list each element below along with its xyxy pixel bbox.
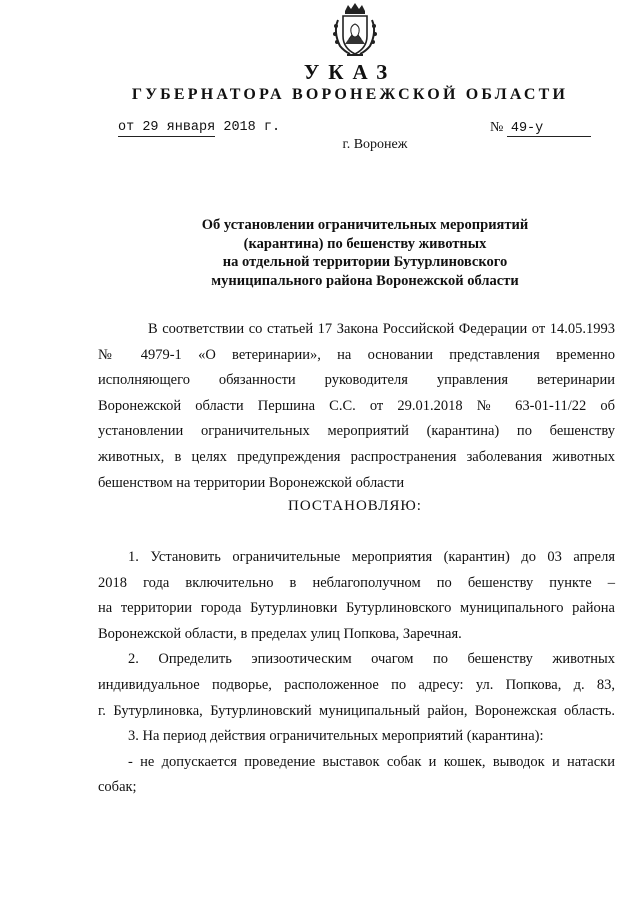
item-1-line: на территории города Бутурлиновки Бутурлиновского муниципального района: [98, 600, 615, 617]
decree-number: [490, 120, 591, 137]
preamble-line: № 4979-1 «О ветеринарии», на основании представления временно: [98, 346, 615, 363]
item-3-sub-line: собак;: [98, 779, 137, 796]
number-value: 49-у: [507, 121, 591, 137]
preamble-line: исполняющего обязанности руководителя управления ветеринарии: [98, 372, 615, 389]
item-1-line: 1. Установить ограничительные мероприятия (карантин) до 03 апреля: [128, 549, 615, 565]
item-2-line: 2. Определить эпизоотическим очагом по бешенству животных: [128, 651, 615, 668]
item-2-line: г. Бутурлиновка, Бутурлиновский муниципальный район, Воронежская область.: [98, 702, 615, 719]
decree-date: [118, 120, 280, 135]
decree-items: [98, 545, 615, 801]
heading-line: (карантина) по бешенству животных: [243, 235, 487, 252]
date-year: 2018 г.: [223, 120, 281, 135]
item-1-line: 2018 года включительно в неблагополучном по бешенству пункте –: [98, 574, 615, 591]
decree-word: ПОСТАНОВЛЯЮ:: [288, 498, 422, 514]
preamble: [98, 317, 615, 496]
decree-city: г. Воронеж: [342, 137, 408, 152]
decree-heading: [100, 216, 630, 290]
decree-subtitle: ГУБЕРНАТОРА ВОРОНЕЖСКОЙ ОБЛАСТИ: [131, 86, 569, 103]
date-prefix: от: [118, 120, 135, 135]
preamble-line: животных, в целях предупреждения распространения заболевания животных: [98, 448, 615, 465]
heading-line: Об установлении ограничительных мероприятий: [201, 217, 529, 233]
item-3-line: 3. На период действия ограничительных мероприятий (карантина):: [128, 728, 544, 745]
preamble-line: бешенством на территории Воронежской области: [98, 474, 405, 491]
number-label: №: [490, 120, 504, 135]
item-2-line: индивидуальное подворье, расположенное по адресу: ул. Попкова, д. 83,: [98, 676, 615, 693]
decree-title: УКАЗ: [303, 60, 397, 84]
coat-of-arms-icon: [330, 2, 380, 58]
item-3-sub-line: - не допускается проведение выставок собак и кошек, выводок и натаски: [128, 753, 615, 770]
preamble-line: Воронежской области Першина С.С. от 29.01.2018 № 63-01-11/22 об: [98, 397, 615, 414]
heading-line: муниципального района Воронежской области: [211, 272, 519, 289]
preamble-line: В соответствии со статьей 17 Закона Российской Федерации от 14.05.1993: [148, 321, 615, 337]
preamble-line: установлении ограничительных мероприятий (карантина) по бешенству: [98, 423, 615, 440]
date-value: 29 января: [142, 120, 216, 135]
heading-line: на отдельной территории Бутурлиновского: [222, 254, 508, 270]
item-1-line: Воронежской области, в пределах улиц Попкова, Заречная.: [98, 625, 462, 642]
